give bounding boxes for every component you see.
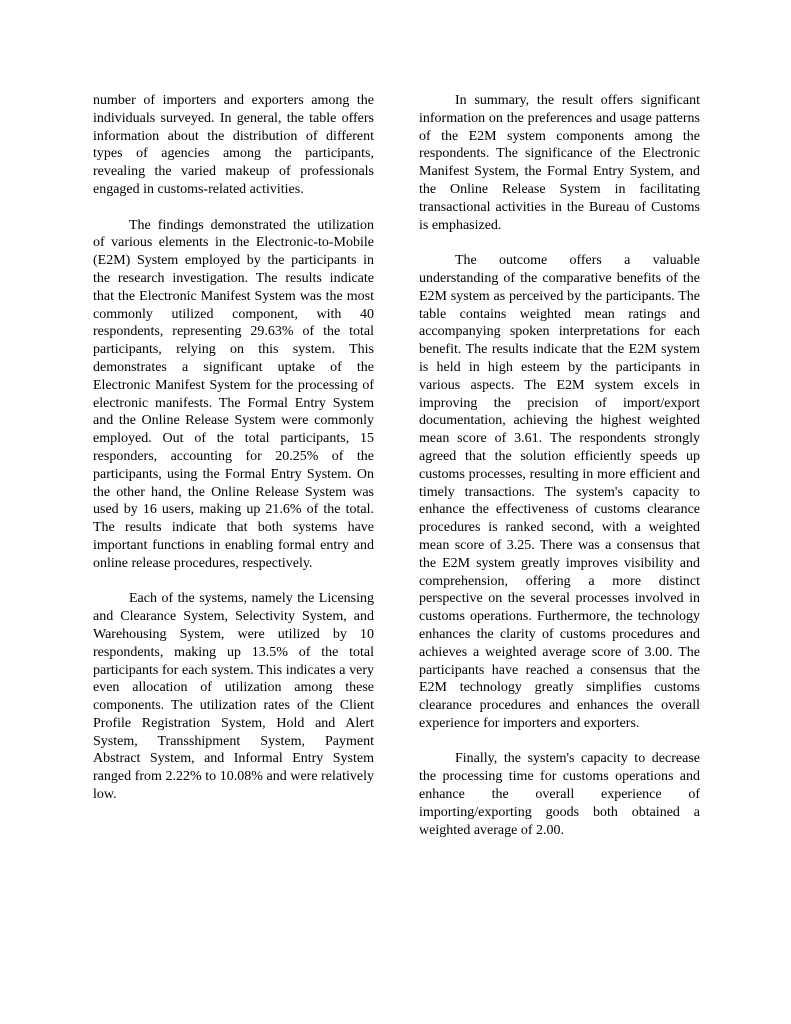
paragraph-agencies-distribution: number of importers and exporters among the individuals surveyed. In general, the table offers information about the distribution of different types of agencies among the participants, revealing the varied makeup of professionals engaged in customs-related activities. <box>93 93 374 197</box>
paragraph-outcome-weighted-means: The outcome offers a valuable understanding of the comparative benefits of the E2M system as perceived by the participants. The table contains weighted mean ratings and accompanying spoken interpretations for each benefit. The results indicate that the E2M system is held in high esteem by the participants in various aspects. The E2M system excels in improving the precision of import/export documentation, achieving the highest weighted mean score of 3.61. The respondents strongly agreed that the solution efficiently speeds up customs processes, resulting in more efficient and timely transactions. The system's capacity to enhance the effectiveness of customs clearance procedures is ranked second, with a weighted mean score of 3.25. There was a consensus that the E2M system greatly improves visibility and comprehension, offering a more distinct perspective on the several processes involved in customs operations. Furthermore, the technology enhances the clarity of customs procedures and achieves a weighted average score of 3.00. The participants have reached a consensus that the E2M technology greatly simplifies customs clearance procedures and enhances the overall experience for importers and exporters. <box>419 253 700 731</box>
paragraph-processing-time-final: Finally, the system's capacity to decrease the processing time for customs operations and enhance the overall experience of importing/exporting goods both obtained a weighted average of 2.00. <box>419 751 700 838</box>
page-body-columns <box>93 92 700 952</box>
paragraph-summary-preferences: In summary, the result offers significant information on the preferences and usage patterns of the E2M system components among the respondents. The significance of the Electronic Manifest System, the Formal Entry System, and the Online Release System in facilitating transactional activities in the Bureau of Customs is emphasized. <box>419 93 700 233</box>
paragraph-licensing-selectivity-warehousing: Each of the systems, namely the Licensing and Clearance System, Selectivity System, and Warehousing System, were utilized by 10 respondents, making up 13.5% of the total participants for each system. This indicates a very even allocation of utilization among these components. The utilization rates of the Client Profile Registration System, Hold and Alert System, Transshipment System, Payment Abstract System, and Informal Entry System ranged from 2.22% to 10.08% and were relatively low. <box>93 591 374 803</box>
paragraph-e2m-utilization-findings: The findings demonstrated the utilization of various elements in the Electronic-to-Mobile (E2M) System employed by the participants in the research investigation. The results indicate that the Electronic Manifest System was the most commonly utilized component, with 40 respondents, representing 29.63% of the total participants, relying on this system. This demonstrates a significant uptake of the Electronic Manifest System for the processing of electronic manifests. The Formal Entry System and the Online Release System were commonly employed. Out of the total participants, 15 responders, accounting for 20.25% of the participants, using the Formal Entry System. On the other hand, the Online Release System was used by 16 users, making up 21.6% of the total. The results indicate that both systems have important functions in enabling formal entry and online release procedures, respectively. <box>93 217 374 571</box>
right-column <box>419 92 700 839</box>
left-column <box>93 92 374 804</box>
